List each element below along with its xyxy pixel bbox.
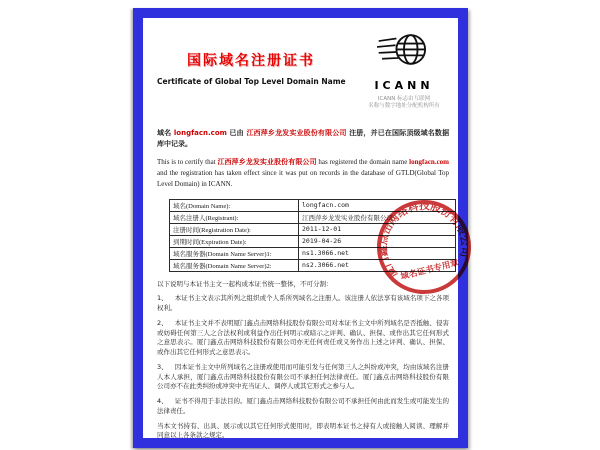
note-text: 证书不得用于非法目的。厦门鑫点击网络科技股份有限公司不承担任何由此而发生或可能发生的法律责任。 (157, 397, 449, 415)
icann-wordmark: ICANN (374, 79, 434, 92)
note-number: 1、 (157, 294, 168, 303)
row-value: 江西萍乡龙发实业股份有限公司 (299, 211, 456, 223)
note-number: 3、 (157, 362, 168, 371)
note-item (157, 363, 449, 392)
icann-block (359, 18, 449, 111)
company-seal-stamp (374, 197, 474, 297)
row-label: 域名注册人(Registrant): (170, 211, 299, 223)
certificate-title-cn: 国际域名注册证书 (187, 53, 315, 69)
domain-name-highlight: longfacn.com (173, 129, 227, 137)
notes-closing: 当本文书持有、出具、展示或以其它任何形式使用时，即表明本证书之持有人或接触人阅读、理解并同意以上各条款之规定。 (157, 421, 449, 440)
row-label: 到期时间(Expiration Date): (170, 235, 299, 247)
intro-cn-prefix: 域名 (157, 129, 172, 137)
domain-name-highlight-en: longfacn.com (409, 158, 450, 166)
registrant-name-highlight: 江西萍乡龙发实业股份有限公司 (246, 129, 347, 137)
note-number: 2、 (157, 318, 168, 327)
notes-intro: 以下说明与本证书主文一起构成本证书统一整体，不可分割： (157, 279, 333, 288)
row-label: 域名(Domain Name): (170, 199, 299, 211)
row-value: 2011-12-01 (299, 223, 456, 235)
icann-globe-icon (377, 30, 431, 74)
row-value: ns2.3066.net (299, 259, 456, 271)
intro-paragraph-en (157, 157, 449, 190)
intro-paragraph-cn (157, 128, 449, 149)
row-value: longfacn.com (299, 199, 456, 211)
row-label: 域名服务器(Domain Name Server)2: (170, 259, 299, 271)
seal-ring-text: 厦门鑫点击网络科技股份有限公司 (377, 200, 472, 281)
intro-en-prefix: This is to certify that (157, 158, 216, 166)
icann-note-line2: 名称与数字地址分配机构所有 (368, 103, 440, 110)
note-item (157, 397, 449, 417)
intro-cn-suffix: 注册，并已在国际顶级域名数据库中记录。 (157, 129, 450, 148)
row-label: 域名服务器(Domain Name Server)1: (170, 247, 299, 259)
title-block (157, 18, 345, 86)
registrant-name-highlight-en: 江西萍乡龙发实业股份有限公司 (217, 158, 317, 166)
note-item (157, 319, 449, 358)
notes-section (157, 280, 449, 442)
note-text: 因本证书主文中所列域名之注册或使用而可能引发与任何第三人之纠纷或冲突，均由该域名注册人本人承担，厦门鑫点击网络科技股份有限公司不承担任何法律责任。厦门鑫点击网络科技股份有限公司亦不在此类纠纷或冲突中充当证人、调停人或其它形式之参与人。 (157, 362, 449, 391)
icann-note-line1: ICANN 标志由互联网 (377, 96, 431, 102)
certificate-header (157, 18, 449, 116)
certificate-title-en: Certificate of Global Top Level Domain Name (157, 77, 346, 86)
note-text: 本证书主文并不表明厦门鑫点击网络科技股份有限公司对本证书主文中所列域名是否抵触、侵害或妨碍任何第三人之合法权利或利益作出任何明示或暗示之评判、确认、担保、或作出其它任何形式之意思表示。厦门鑫点击网络科技股份有限公司亦无任何责任或义务作出上述之评判、确认、担保、或作出其它任何形式之意思表示。 (157, 318, 449, 357)
note-item (157, 294, 449, 314)
note-text: 本证书主文表示其所列之组织或个人系所列域名之注册人。该注册人依法享有该域名项下之各项权利。 (157, 294, 449, 313)
intro-cn-mid: 已由 (229, 129, 244, 137)
row-value: ns1.3066.net (299, 247, 456, 259)
icann-note (359, 96, 449, 111)
row-value: 2019-04-26 (299, 235, 456, 247)
intro-en-suffix: and the registration has taken effect since it was put on records in the database of GTLD(Global Top Level Domain) in ICANN. (157, 168, 449, 188)
seal-banner-text: 域名证书专用章 (399, 258, 460, 283)
row-label: 注册时间(Registration Date): (170, 223, 299, 235)
intro-en-mid: has registered the domain name (318, 158, 408, 166)
note-number: 4、 (157, 397, 168, 406)
